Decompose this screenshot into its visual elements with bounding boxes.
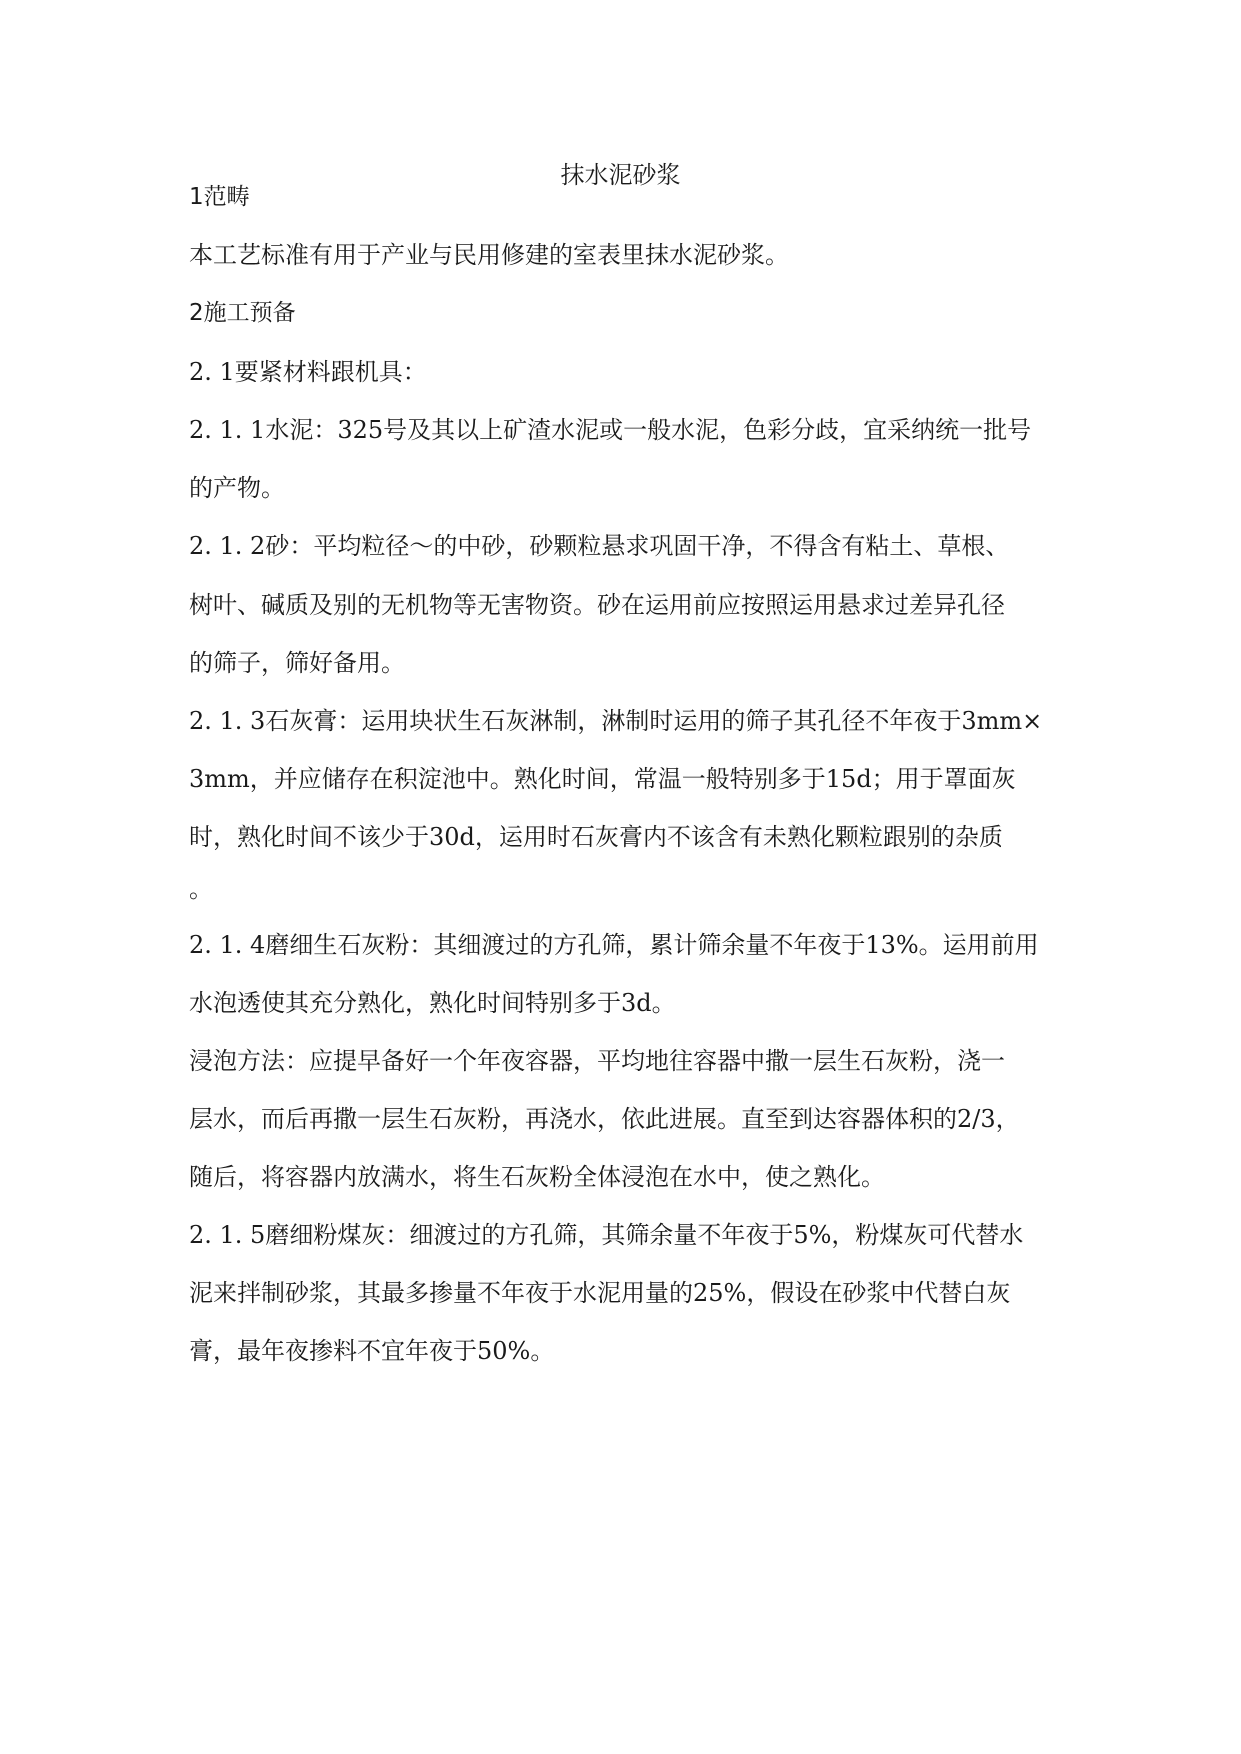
- paragraph-line: 树叶、碱质及别的无机物等无害物资。砂在运用前应按照运用悬求过差异孔径: [189, 591, 1005, 619]
- paragraph-line: 的产物。: [189, 474, 285, 502]
- paragraph-line: 膏，最年夜掺料不宜年夜于50%。: [189, 1337, 555, 1365]
- paragraph-line: 3mm，并应储存在积淀池中。熟化时间，常温一般特别多于15d；用于罩面灰: [189, 765, 1016, 793]
- paragraph-line: 本工艺标准有用于产业与民用修建的室表里抹水泥砂浆。: [189, 241, 789, 269]
- paragraph-line: 的筛子，筛好备用。: [189, 649, 405, 677]
- paragraph-line: 2. 1. 1水泥：325号及其以上矿渣水泥或一般水泥，色彩分歧，宜采纳统一批号: [189, 416, 1032, 444]
- paragraph-line: 水泡透使其充分熟化，熟化时间特别多于3d。: [189, 989, 676, 1017]
- paragraph-line: 2. 1. 4磨细生石灰粉：其细渡过的方孔筛，累计筛余量不年夜于13%。运用前用: [189, 931, 1039, 959]
- section-heading-preparation: 2施工预备: [189, 300, 296, 326]
- paragraph-line: 浸泡方法：应提早备好一个年夜容器，平均地往容器中撒一层生石灰粉，浇一: [189, 1047, 1005, 1075]
- subsection-heading: 2. 1要紧材料跟机具：: [189, 358, 427, 386]
- paragraph-line: 2. 1. 5磨细粉煤灰：细渡过的方孔筛，其筛余量不年夜于5%，粉煤灰可代替水: [189, 1221, 1024, 1249]
- paragraph-line: 2. 1. 3石灰膏：运用块状生石灰淋制，淋制时运用的筛子其孔径不年夜于3mm×: [189, 707, 1043, 735]
- paragraph-line: 2. 1. 2砂：平均粒径～的中砂，砂颗粒悬求巩固干净，不得含有粘土、草根、: [189, 532, 1010, 560]
- paragraph-line: 层水，而后再撒一层生石灰粉，再浇水，依此进展。直至到达容器体积的2/3，: [189, 1105, 1020, 1133]
- document-title: 抹水泥砂浆: [560, 161, 681, 189]
- paragraph-line: 随后，将容器内放满水，将生石灰粉全体浸泡在水中，使之熟化。: [189, 1163, 885, 1191]
- paragraph-line: 泥来拌制砂浆，其最多掺量不年夜于水泥用量的25%，假设在砂浆中代替白灰: [189, 1279, 1011, 1307]
- section-heading-scope: 1范畴: [189, 184, 250, 210]
- paragraph-line: 。: [189, 875, 213, 903]
- paragraph-line: 时，熟化时间不该少于30d，运用时石灰膏内不该含有未熟化颗粒跟别的杂质: [189, 823, 1003, 851]
